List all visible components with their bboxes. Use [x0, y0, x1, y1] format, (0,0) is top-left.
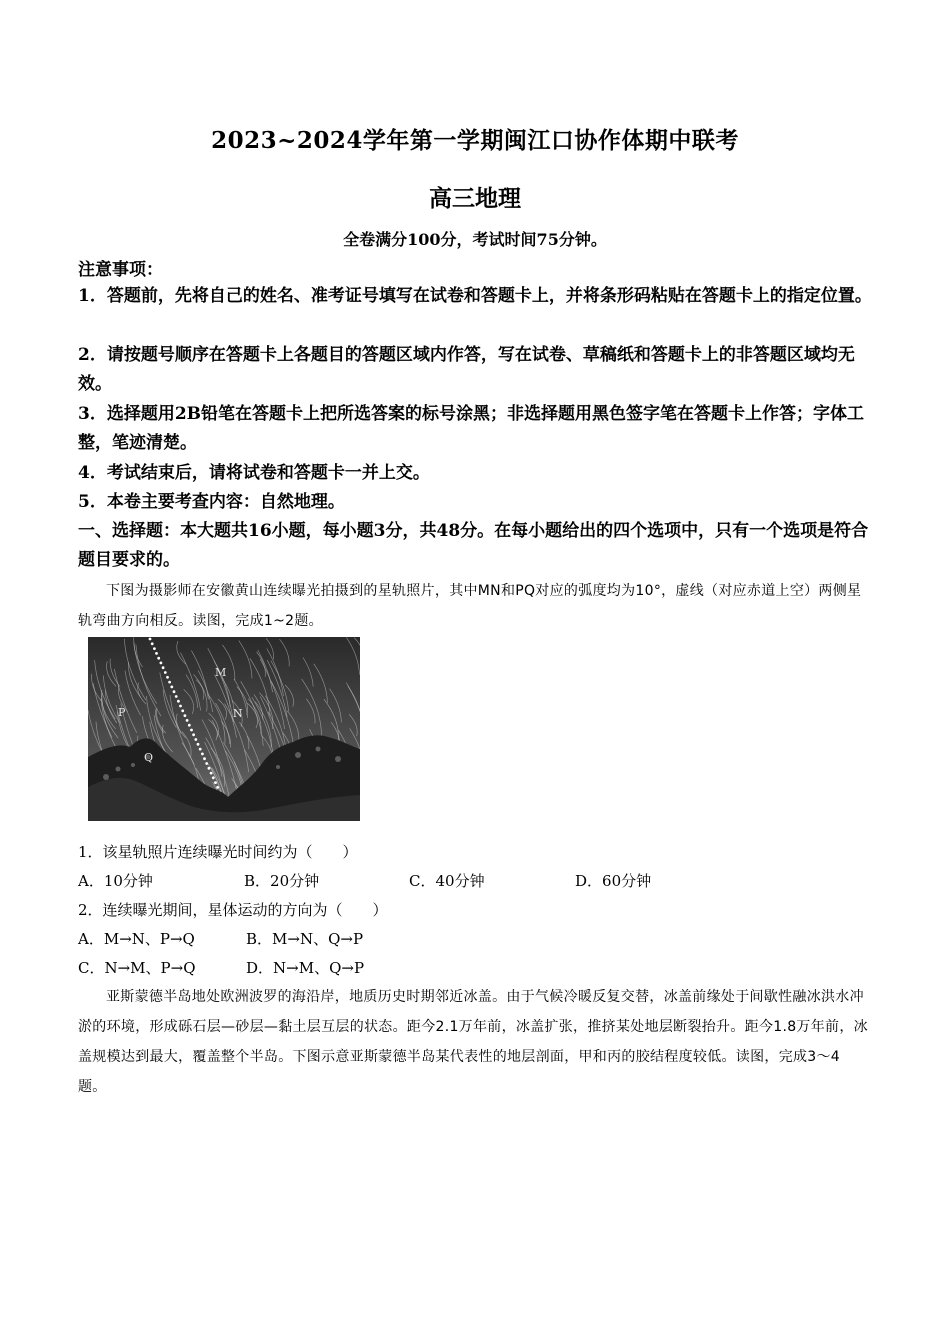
equator-dot — [197, 743, 200, 746]
star-trail-image — [88, 637, 360, 821]
equator-dot — [205, 762, 208, 765]
label-m: M — [215, 666, 227, 679]
section-heading: 一、选择题：本大题共16小题，每小题3分，共48分。在每小题给出的四个选项中，只有一个选项是符合题目要求的。 — [78, 521, 869, 570]
equator-dot — [188, 724, 191, 727]
equator-dot — [216, 786, 219, 789]
equator-dot — [149, 638, 152, 641]
equator-dot — [212, 776, 215, 779]
notice-item: 5．本卷主要考查内容：自然地理。 — [78, 492, 345, 512]
subject-title: 高三地理 — [429, 185, 521, 212]
equator-dot — [177, 700, 180, 703]
notice-item: 1．答题前，先将自己的姓名、准考证号填写在试卷和答题卡上，并将条形码粘贴在答题卡上的指定位置。 — [78, 286, 872, 306]
equator-dot — [173, 690, 176, 693]
notice-item: 3．选择题用2B铅笔在答题卡上把所选答案的标号涂黑；非选择题用黑色签字笔在答题卡上作答；字体工整，笔迹清楚。 — [78, 404, 865, 453]
equator-dot — [210, 772, 213, 775]
equator-dot — [153, 647, 156, 650]
q2-option-a[interactable]: A．M→N、P→Q — [78, 930, 195, 948]
question-2-stem: 2．连续曝光期间，星体运动的方向为（ ） — [78, 901, 388, 919]
q2-option-d[interactable]: D．N→M、Q→P — [246, 959, 365, 977]
star-trail-photo — [88, 637, 360, 821]
label-n: N — [233, 707, 243, 720]
notice-item: 2．请按题号顺序在答题卡上各题目的答题区域内作答，写在试卷、草稿纸和答题卡上的非答题区域均无效。 — [78, 345, 855, 394]
question-1-stem: 1．该星轨照片连续曝光时间约为（ ） — [78, 843, 358, 861]
score-info: 全卷满分100分，考试时间75分钟。 — [343, 230, 607, 249]
q1-option-b[interactable]: B．20分钟 — [244, 872, 320, 890]
exam-title: 2023~2024学年第一学期闽江口协作体期中联考 — [211, 127, 739, 154]
equator-dot — [199, 748, 202, 751]
equator-dot — [175, 695, 178, 698]
equator-dot — [201, 753, 204, 756]
equator-dot — [160, 662, 163, 665]
equator-dot — [162, 666, 165, 669]
q1-option-a[interactable]: A．10分钟 — [78, 872, 153, 890]
equator-dot — [155, 652, 158, 655]
equator-dot — [214, 781, 217, 784]
q2-option-c[interactable]: C．N→M、P→Q — [78, 959, 196, 977]
equator-dot — [203, 757, 206, 760]
equator-dot — [166, 676, 169, 679]
equator-dot — [164, 671, 167, 674]
passage-intro: 下图为摄影师在安徽黄山连续曝光拍摄到的星轨照片，其中MN和PQ对应的弧度均为10°，虚线（对应赤道上空）两侧星轨弯曲方向相反。读图，完成1~2题。 — [78, 583, 862, 629]
equator-dot — [184, 714, 187, 717]
equator-dot — [186, 719, 189, 722]
equator-dot — [168, 681, 171, 684]
equator-dot — [170, 686, 173, 689]
q2-option-b[interactable]: B．M→N、Q→P — [246, 930, 364, 948]
equator-dot — [157, 657, 160, 660]
label-q: Q — [144, 751, 154, 764]
equator-dot — [181, 709, 184, 712]
notice-item: 4．考试结束后，请将试卷和答题卡一并上交。 — [78, 463, 430, 483]
equator-dot — [208, 767, 211, 770]
notice-heading: 注意事项： — [78, 260, 163, 280]
equator-dot — [179, 705, 182, 708]
equator-dot — [190, 729, 193, 732]
equator-dot — [194, 738, 197, 741]
q1-option-c[interactable]: C．40分钟 — [409, 872, 485, 890]
q1-option-d[interactable]: D．60分钟 — [575, 872, 652, 890]
equator-dot — [151, 642, 154, 645]
label-p: P — [118, 706, 126, 719]
equator-dot — [192, 733, 195, 736]
passage-asmund: 亚斯蒙德半岛地处欧洲波罗的海沿岸，地质历史时期邻近冰盖。由于气候冷暖反复交替，冰盖前缘处于间歇性融冰洪水冲淤的环境，形成砾石层—砂层—黏土层互层的状态。距今2.1万年前，冰盖扩张，推挤某处地层断裂抬升。距今1.8万年前，冰盖规模达到最大，覆盖整个半岛。下图示意亚斯蒙德半岛某代表性的地层剖面，甲和丙的胶结程度较低。读图，完成3～4题。 — [78, 989, 868, 1095]
